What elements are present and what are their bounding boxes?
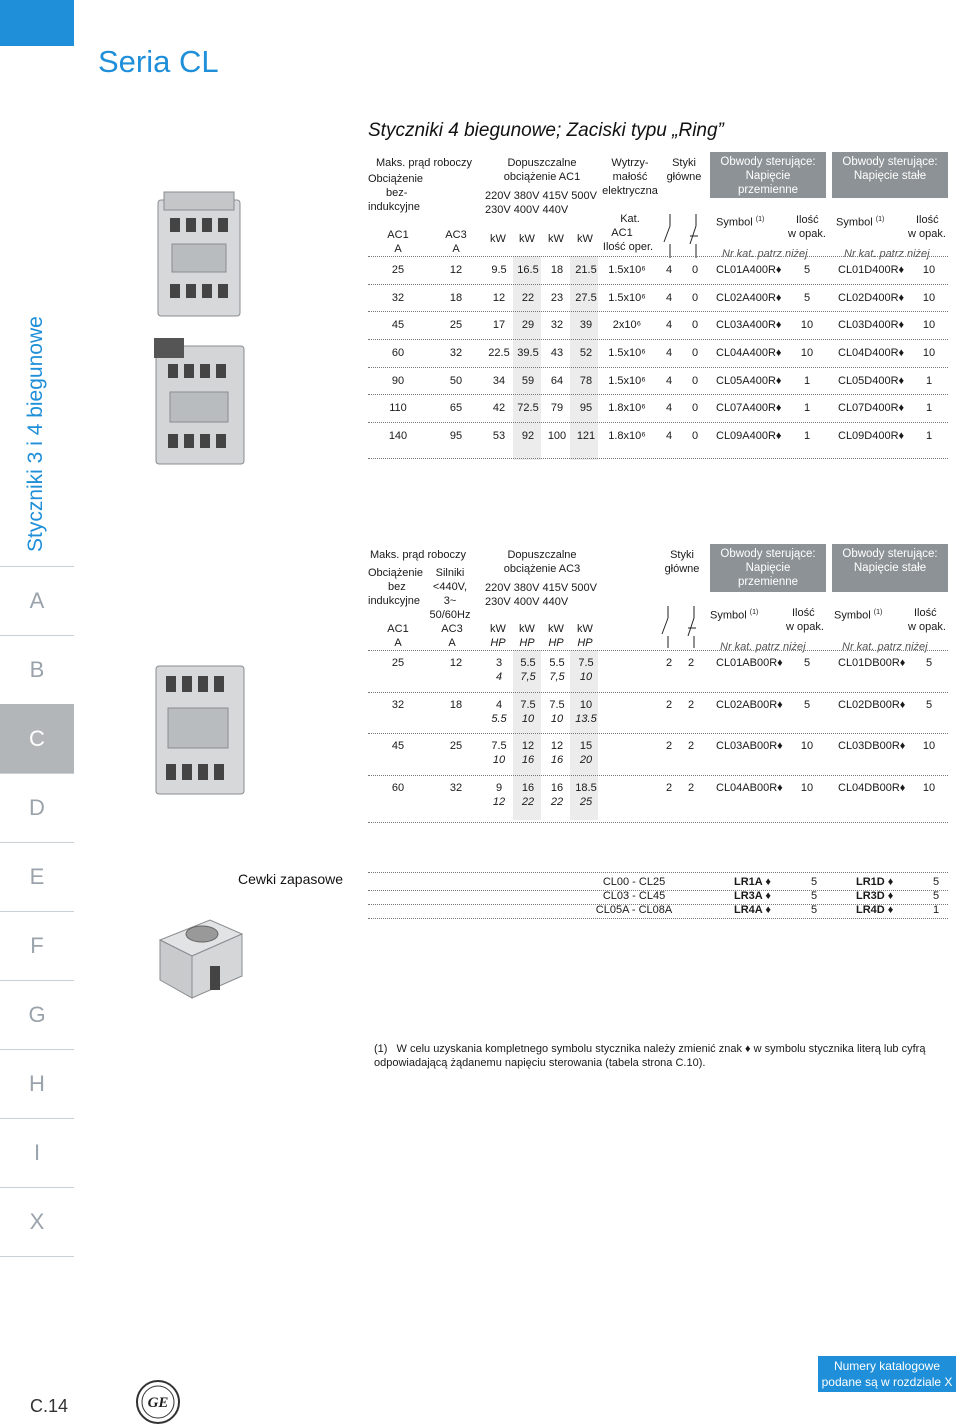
operations-cell: 1.8x10⁶ — [608, 402, 646, 414]
qty-dc-cell: 10 — [922, 264, 936, 276]
power-cell: 32 — [550, 319, 564, 331]
catalog-symbol-dc: CL04D400R♦ — [838, 347, 905, 359]
ac3-current-cell: 32 — [449, 347, 463, 359]
ac1-current-cell: 60 — [391, 347, 405, 359]
power-kw-cell: 12 — [521, 740, 535, 752]
coil-qty-ac: 5 — [810, 876, 818, 888]
power-kw-cell: 5.5 — [549, 657, 565, 669]
catalog-note-dc: Nr kat. patrz niżej — [844, 248, 930, 260]
power-cell: 92 — [521, 430, 535, 442]
power-cell: 100 — [547, 430, 567, 442]
catalog-symbol-ac: CL01A400R♦ — [716, 264, 782, 276]
dc-control-box — [832, 152, 948, 198]
ac1-current-cell: 25 — [391, 264, 405, 276]
power-cell: 9.5 — [491, 264, 507, 276]
power-cell: 23 — [550, 292, 564, 304]
coil-symbol-dc: LR3D ♦ — [856, 890, 894, 902]
hp-header: HP — [490, 637, 506, 649]
permitted-load-header-t2: obciążenie AC3 — [503, 563, 581, 575]
tab-e[interactable]: E — [0, 842, 74, 911]
qty-dc-cell: 1 — [925, 402, 933, 414]
tab-accent-block — [0, 0, 74, 46]
operations-cell: 1.5x10⁶ — [608, 264, 646, 276]
catalog-symbol-dc: CL01D400R♦ — [838, 264, 905, 276]
coil-range-cell: CL03 - CL45 — [602, 890, 666, 902]
power-cell: 17 — [492, 319, 506, 331]
load-header-t2: Obciążenie — [368, 567, 424, 579]
qty-ac-cell: 5 — [803, 264, 811, 276]
ac-control-box — [710, 152, 826, 198]
power-hp-cell: 12 — [492, 796, 506, 808]
footnote — [374, 1042, 960, 1070]
volts-bottom-header-t2: 230V 400V 440V — [485, 596, 569, 608]
kw-header: kW — [519, 623, 535, 635]
ac3-current-cell: 18 — [449, 699, 463, 711]
power-hp-cell: 16 — [521, 754, 535, 766]
qty-dc-cell: 5 — [925, 699, 933, 711]
power-hp-cell: 13.5 — [575, 713, 597, 725]
power-hp-cell: 5.5 — [491, 713, 507, 725]
tab-a[interactable]: A — [0, 566, 74, 635]
operations-cell: 1.5x10⁶ — [608, 375, 646, 387]
power-kw-cell: 16 — [521, 782, 535, 794]
no-contacts-cell: 4 — [665, 375, 673, 387]
motors-header-3: 3~ — [443, 595, 457, 607]
dc-box-title: Obwody sterujące: — [842, 156, 938, 168]
footnote-text: W celu uzyskania kompletnego symbolu stycznika należy zmienić znak ♦ w symbolu stycznika literą lub cyfrą odpowiadającą żądanemu napięciu sterowania (tabela strona C.10). — [374, 1043, 926, 1069]
power-hp-cell: 4 — [495, 671, 503, 683]
tab-x[interactable]: X — [0, 1187, 74, 1256]
power-kw-cell: 4 — [495, 699, 503, 711]
power-cell: 21.5 — [575, 264, 597, 276]
kw-header: kW — [490, 233, 506, 245]
ac3-current-cell: 95 — [449, 430, 463, 442]
power-hp-cell: 7,5 — [549, 671, 565, 683]
no-contacts-cell: 4 — [665, 430, 673, 442]
nc-contacts-cell: 0 — [691, 319, 699, 331]
nc-contacts-cell: 0 — [691, 430, 699, 442]
power-cell: 12 — [492, 292, 506, 304]
ac1-unit: A — [394, 243, 402, 255]
catalog-symbol-ac: CL03A400R♦ — [716, 319, 782, 331]
qty-dc-header-t2-2: w opak. — [908, 621, 946, 633]
ac1-current-cell: 110 — [389, 402, 407, 414]
ac3-unit-t2: A — [448, 637, 456, 649]
ac1-current-cell: 45 — [391, 319, 405, 331]
no-contacts-cell: 4 — [665, 347, 673, 359]
coil-qty-dc: 5 — [932, 876, 940, 888]
section-title: Styczniki 4 biegunowe; Zaciski typu „Ring” — [368, 120, 724, 141]
row-divider — [368, 339, 948, 340]
contactor-photo-small — [150, 188, 250, 468]
qty-dc-cell: 10 — [922, 319, 936, 331]
qty-ac-cell: 10 — [800, 740, 814, 752]
no-contacts-cell: 2 — [665, 699, 673, 711]
ac1-unit-t2: A — [394, 637, 402, 649]
kw-header: kW — [519, 233, 535, 245]
durability-header-3: elektryczna — [602, 185, 658, 197]
qty-ac-cell: 1 — [803, 375, 811, 387]
ac3-header: AC3 — [445, 229, 467, 241]
kat-ac1-header: AC1 — [611, 227, 633, 239]
motors-header: Silniki — [435, 567, 465, 579]
ac3-current-cell: 32 — [449, 782, 463, 794]
ac-box-title: Obwody sterujące: — [720, 548, 816, 560]
ac1-current-cell: 25 — [391, 657, 405, 669]
power-cell: 16.5 — [517, 264, 539, 276]
volts-top-header: 220V 380V 415V 500V — [485, 190, 597, 202]
catalog-symbol-ac: CL02AB00R♦ — [716, 699, 783, 711]
contacts-header-t2-2: główne — [664, 563, 700, 575]
ac1-current-cell: 32 — [391, 292, 405, 304]
power-hp-cell: 7,5 — [520, 671, 536, 683]
qty-ac-header: Ilość — [796, 214, 819, 226]
catalog-note-line1: Numery katalogowe — [833, 1359, 941, 1373]
no-contacts-cell: 2 — [665, 782, 673, 794]
row-divider — [368, 256, 948, 257]
ac1-current-cell: 45 — [391, 740, 405, 752]
coil-symbol-ac: LR1A ♦ — [734, 876, 771, 888]
durability-header-2: małość — [612, 171, 648, 183]
contact-symbols-icon — [660, 214, 706, 258]
tab-h[interactable]: H — [0, 1049, 74, 1118]
ge-logo-icon — [136, 1380, 180, 1424]
power-cell: 39 — [579, 319, 593, 331]
coil-divider — [368, 918, 948, 919]
contacts-header: Styki — [672, 157, 696, 169]
load-header-2: bez- — [386, 187, 408, 199]
row-divider — [368, 367, 948, 368]
coil-qty-dc: 1 — [932, 904, 940, 916]
catalog-note-line2: podane są w rozdziale X — [821, 1375, 953, 1389]
power-kw-cell: 3 — [495, 657, 503, 669]
power-cell: 53 — [492, 430, 506, 442]
no-contacts-cell: 4 — [665, 264, 673, 276]
catalog-symbol-ac: CL02A400R♦ — [716, 292, 782, 304]
ac1-current-cell: 60 — [391, 782, 405, 794]
power-cell: 64 — [550, 375, 564, 387]
load-header-t2-3: indukcyjne — [368, 595, 420, 607]
qty-dc-cell: 1 — [925, 430, 933, 442]
catalog-symbol-dc: CL02DB00R♦ — [838, 699, 906, 711]
power-cell: 22 — [521, 292, 535, 304]
coil-range-cell: CL00 - CL25 — [602, 876, 666, 888]
ac3-current-cell: 50 — [449, 375, 463, 387]
power-cell: 27.5 — [575, 292, 597, 304]
catalog-note-ac: Nr kat. patrz niżej — [722, 248, 808, 260]
catalog-symbol-ac: CL04AB00R♦ — [716, 782, 783, 794]
catalog-symbol-dc: CL04DB00R♦ — [838, 782, 906, 794]
ac3-current-cell: 12 — [449, 657, 463, 669]
durability-header: Wytrzy- — [611, 157, 649, 169]
catalog-symbol-dc: CL01DB00R♦ — [838, 657, 906, 669]
kat-header: Kat. — [620, 213, 640, 225]
qty-ac-cell: 5 — [803, 292, 811, 304]
power-cell: 79 — [550, 402, 564, 414]
permitted-header: Dopuszczalne — [507, 157, 577, 169]
ac3-current-cell: 65 — [449, 402, 463, 414]
nc-contacts-cell: 0 — [691, 292, 699, 304]
side-chapter-title: Styczniki 3 i 4 biegunowe — [24, 316, 47, 552]
power-kw-cell: 7.5 — [491, 740, 507, 752]
tab-b[interactable]: B — [0, 635, 74, 704]
power-kw-cell: 7.5 — [520, 699, 536, 711]
operations-cell: 1.8x10⁶ — [608, 430, 646, 442]
nc-contacts-cell: 2 — [687, 740, 695, 752]
coil-qty-dc: 5 — [932, 890, 940, 902]
qty-dc-header-t2: Ilość — [914, 607, 937, 619]
dc-box-sub: Napięcie stałe — [853, 170, 927, 182]
catalog-symbol-dc: CL05D400R♦ — [838, 375, 905, 387]
kw-header: kW — [490, 623, 506, 635]
permitted-header-t2: Dopuszczalne — [507, 549, 577, 561]
tab-f[interactable]: F — [0, 911, 74, 980]
power-cell: 43 — [550, 347, 564, 359]
ac3-unit: A — [452, 243, 460, 255]
no-contacts-cell: 4 — [665, 292, 673, 304]
catalog-symbol-dc: CL03DB00R♦ — [838, 740, 906, 752]
row-divider — [368, 822, 948, 823]
power-cell: 121 — [576, 430, 596, 442]
symbol-dc-header: Symbol $^{(1)}$ — [836, 216, 885, 229]
no-contacts-cell: 2 — [665, 740, 673, 752]
power-kw-cell: 16 — [550, 782, 564, 794]
ac-box-sub1: Napięcie — [745, 170, 791, 182]
power-kw-cell: 12 — [550, 740, 564, 752]
nc-contacts-cell: 2 — [687, 657, 695, 669]
load-header: Obciążenie — [368, 173, 424, 185]
power-cell: 59 — [521, 375, 535, 387]
volts-bottom-header: 230V 400V 440V — [485, 204, 569, 216]
kw-header: kW — [548, 623, 564, 635]
tab-g[interactable]: G — [0, 980, 74, 1049]
permitted-load-header: obciążenie AC1 — [503, 171, 581, 183]
load-header-3: indukcyjne — [368, 201, 420, 213]
power-kw-cell: 7.5 — [549, 699, 565, 711]
nc-contacts-cell: 0 — [691, 402, 699, 414]
chapter-tab-column — [0, 0, 74, 1428]
nc-contacts-cell: 0 — [691, 264, 699, 276]
catalog-note-dc-t2: Nr kat. patrz niżej — [842, 641, 928, 653]
symbol-ac-header: Symbol $^{(1)}$ — [716, 216, 765, 229]
motors-header-4: 50/60Hz — [429, 609, 471, 621]
ac3-current-cell: 25 — [449, 740, 463, 752]
qty-dc-cell: 5 — [925, 657, 933, 669]
row-divider — [368, 284, 948, 285]
qty-ac-cell: 10 — [800, 347, 814, 359]
contacts-header-t2: Styki — [670, 549, 694, 561]
series-title: Seria CL — [98, 44, 219, 79]
qty-ac-cell: 1 — [803, 430, 811, 442]
catalog-note-ac-t2: Nr kat. patrz niżej — [720, 641, 806, 653]
dc-control-box-t2 — [832, 544, 948, 592]
tab-i[interactable]: I — [0, 1118, 74, 1187]
operations-cell: 1.5x10⁶ — [608, 292, 646, 304]
row-divider — [368, 458, 948, 459]
ac1-header-t2: AC1 — [387, 623, 409, 635]
qty-ac-cell: 5 — [803, 657, 811, 669]
power-kw-cell: 18.5 — [575, 782, 597, 794]
coil-qty-ac: 5 — [810, 904, 818, 916]
power-cell: 72.5 — [517, 402, 539, 414]
coil-symbol-dc: LR4D ♦ — [856, 904, 894, 916]
row-divider — [368, 775, 948, 776]
spare-coils-label: Cewki zapasowe — [238, 871, 344, 887]
ac-box-sub1: Napięcie — [745, 562, 791, 574]
kw-header: kW — [577, 623, 593, 635]
power-cell: 52 — [579, 347, 593, 359]
qty-ac-header-2: w opak. — [788, 228, 826, 240]
power-cell: 34 — [492, 375, 506, 387]
qty-dc-cell: 10 — [922, 782, 936, 794]
ac3-current-cell: 18 — [449, 292, 463, 304]
catalog-symbol-dc: CL07D400R♦ — [838, 402, 905, 414]
ac-box-sub2: przemienne — [737, 184, 799, 196]
footnote-marker: (1) — [374, 1043, 388, 1055]
power-hp-cell: 10 — [550, 713, 564, 725]
tab-d[interactable]: D — [0, 773, 74, 842]
tab-c[interactable]: C — [0, 704, 74, 773]
power-hp-cell: 20 — [579, 754, 593, 766]
qty-ac-header-t2-2: w opak. — [786, 621, 824, 633]
power-cell: 29 — [521, 319, 535, 331]
nc-contacts-cell: 0 — [691, 375, 699, 387]
symbol-ac-header-t2: Symbol $^{(1)}$ — [710, 609, 759, 622]
coil-symbol-dc: LR1D ♦ — [856, 876, 894, 888]
max-current-header-2: Maks. prąd roboczy — [370, 549, 466, 561]
no-contacts-cell: 2 — [665, 657, 673, 669]
power-kw-cell: 7.5 — [578, 657, 594, 669]
ac-box-sub2: przemienne — [737, 576, 799, 588]
nc-contacts-cell: 2 — [687, 699, 695, 711]
tab-divider — [0, 1256, 74, 1270]
contact-symbols-icon — [658, 606, 704, 648]
row-divider — [368, 394, 948, 395]
power-cell: 95 — [579, 402, 593, 414]
operations-cell: 1.5x10⁶ — [608, 347, 646, 359]
ac1-current-cell: 140 — [388, 430, 408, 442]
hp-header: HP — [577, 637, 593, 649]
qty-dc-header-2: w opak. — [908, 228, 946, 240]
qty-dc-cell: 10 — [922, 292, 936, 304]
catalog-symbol-ac: CL03AB00R♦ — [716, 740, 783, 752]
kw-header: kW — [548, 233, 564, 245]
svg-text:GE: GE — [147, 1395, 169, 1411]
power-hp-cell: 10 — [492, 754, 506, 766]
dc-box-sub: Napięcie stałe — [853, 562, 927, 574]
catalog-symbol-ac: CL09A400R♦ — [716, 430, 782, 442]
power-cell: 39.5 — [517, 347, 539, 359]
contacts-header-2: główne — [666, 171, 702, 183]
power-hp-cell: 16 — [550, 754, 564, 766]
symbol-dc-header-t2: Symbol $^{(1)}$ — [834, 609, 883, 622]
qty-ac-cell: 10 — [800, 782, 814, 794]
load-header-t2-2: bez — [388, 581, 406, 593]
coil-photo — [150, 900, 250, 1010]
catalog-symbol-dc: CL09D400R♦ — [838, 430, 905, 442]
hp-header: HP — [519, 637, 535, 649]
kw-header: kW — [577, 233, 593, 245]
qty-ac-cell: 10 — [800, 319, 814, 331]
catalog-symbol-ac: CL04A400R♦ — [716, 347, 782, 359]
coil-qty-ac: 5 — [810, 890, 818, 902]
contactor-photo-large — [150, 660, 250, 800]
ac3-current-cell: 12 — [449, 264, 463, 276]
row-divider — [368, 311, 948, 312]
power-cell: 78 — [579, 375, 593, 387]
nc-contacts-cell: 2 — [687, 782, 695, 794]
power-kw-cell: 9 — [495, 782, 503, 794]
dc-box-title: Obwody sterujące: — [842, 548, 938, 560]
row-divider — [368, 422, 948, 423]
power-hp-cell: 22 — [550, 796, 564, 808]
coil-symbol-ac: LR3A ♦ — [734, 890, 771, 902]
qty-dc-cell: 10 — [922, 740, 936, 752]
power-hp-cell: 10 — [579, 671, 593, 683]
nc-contacts-cell: 0 — [691, 347, 699, 359]
operations-cell: 2x10⁶ — [612, 319, 642, 331]
catalog-numbers-note — [818, 1356, 956, 1392]
power-cell: 18 — [550, 264, 564, 276]
qty-ac-cell: 5 — [803, 699, 811, 711]
qty-dc-header: Ilość — [916, 214, 939, 226]
qty-ac-cell: 1 — [803, 402, 811, 414]
catalog-symbol-dc: CL02D400R♦ — [838, 292, 905, 304]
catalog-symbol-dc: CL03D400R♦ — [838, 319, 905, 331]
max-current-header: Maks. prąd roboczy — [376, 157, 472, 169]
ac-control-box-t2 — [710, 544, 826, 592]
operations-header: Ilość oper. — [602, 241, 654, 253]
ac3-header-t2: AC3 — [441, 623, 463, 635]
catalog-symbol-ac: CL07A400R♦ — [716, 402, 782, 414]
power-kw-cell: 15 — [579, 740, 593, 752]
qty-ac-header-t2: Ilość — [792, 607, 815, 619]
ac-box-title: Obwody sterujące: — [720, 156, 816, 168]
catalog-symbol-ac: CL05A400R♦ — [716, 375, 782, 387]
catalog-symbol-ac: CL01AB00R♦ — [716, 657, 783, 669]
power-cell: 42 — [492, 402, 506, 414]
coil-range-cell: CL05A - CL08A — [595, 904, 673, 916]
motors-header-2: <440V, — [432, 581, 468, 593]
qty-dc-cell: 10 — [922, 347, 936, 359]
row-divider — [368, 650, 948, 651]
qty-dc-cell: 1 — [925, 375, 933, 387]
no-contacts-cell: 4 — [665, 402, 673, 414]
ac1-header: AC1 — [387, 229, 409, 241]
row-divider — [368, 692, 948, 693]
ac3-current-cell: 25 — [449, 319, 463, 331]
no-contacts-cell: 4 — [665, 319, 673, 331]
power-cell: 22.5 — [488, 347, 510, 359]
power-hp-cell: 25 — [579, 796, 593, 808]
coil-divider — [368, 872, 948, 873]
power-kw-cell: 5.5 — [520, 657, 536, 669]
power-hp-cell: 22 — [521, 796, 535, 808]
page-number: C.14 — [30, 1396, 69, 1416]
hp-header: HP — [548, 637, 564, 649]
ac1-current-cell: 90 — [391, 375, 405, 387]
volts-top-header-t2: 220V 380V 415V 500V — [485, 582, 597, 594]
row-divider — [368, 733, 948, 734]
power-hp-cell: 10 — [521, 713, 535, 725]
ac1-current-cell: 32 — [391, 699, 405, 711]
power-kw-cell: 10 — [579, 699, 593, 711]
coil-symbol-ac: LR4A ♦ — [734, 904, 771, 916]
